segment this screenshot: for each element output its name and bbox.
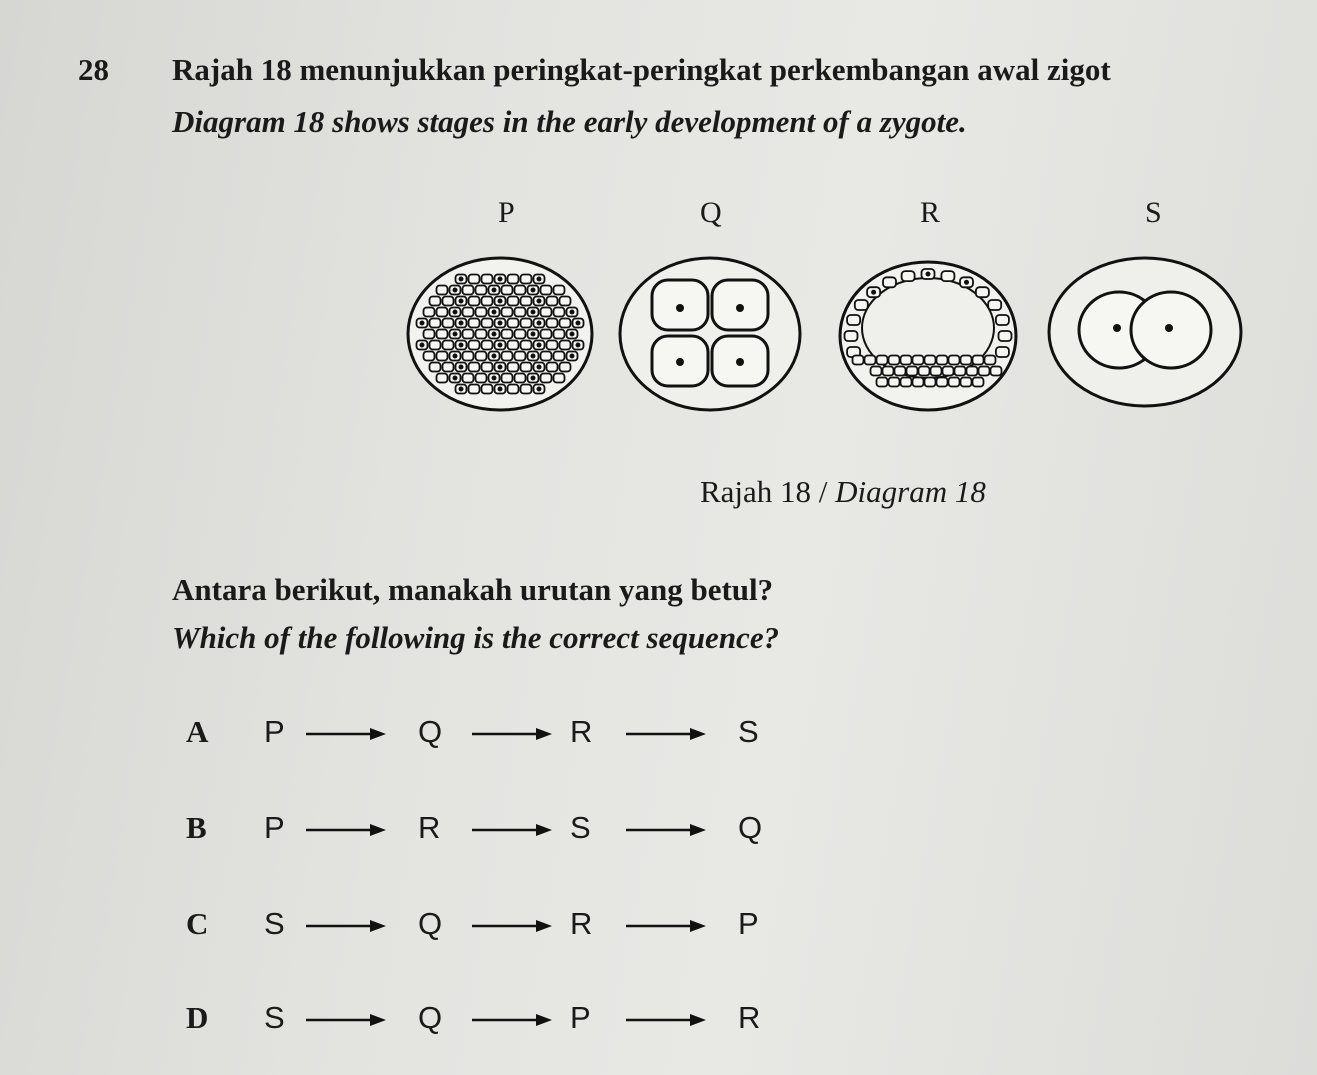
sequence-step: P [264, 714, 285, 749]
cell-shape [508, 275, 519, 284]
cell-shape [949, 356, 960, 365]
prompt-english: Which of the following is the correct sequence? [172, 620, 780, 655]
cell-nucleus [872, 291, 875, 294]
cell-shape [521, 275, 532, 284]
cell-nucleus [537, 343, 540, 346]
cell-shape [979, 367, 990, 376]
cell-nucleus [531, 310, 534, 313]
arrow-right-icon [306, 1014, 386, 1026]
cell-shape [901, 378, 912, 387]
cell-nucleus [537, 299, 540, 302]
cell-shape [931, 367, 942, 376]
cell-nucleus [459, 365, 462, 368]
cell-shape [469, 297, 480, 306]
cell-shape [955, 367, 966, 376]
cell-shape [865, 356, 876, 365]
cell-shape [443, 297, 454, 306]
cell-shape [560, 363, 571, 372]
cell-shape [973, 378, 984, 387]
cell-shape [502, 374, 513, 383]
cell-nucleus [498, 277, 501, 280]
cell-shape [855, 300, 868, 310]
cell-shape [996, 315, 1009, 325]
cell-shape [502, 352, 513, 361]
sequence-step: Q [418, 1000, 443, 1035]
arrow-right-icon [472, 920, 552, 932]
cell-shape [883, 277, 896, 287]
cell-shape [482, 385, 493, 394]
arrow-right-icon [472, 1014, 552, 1026]
cell-shape [547, 319, 558, 328]
cell-shape [521, 319, 532, 328]
cell-nucleus [576, 343, 579, 346]
stage-label-s: S [1145, 196, 1162, 229]
cell-shape [988, 300, 1001, 310]
cell-shape [502, 330, 513, 339]
cell-nucleus [531, 376, 534, 379]
cell-nucleus [492, 376, 495, 379]
cell-shape [508, 363, 519, 372]
option-key: B [186, 810, 207, 845]
cell-shape [482, 275, 493, 284]
sequence-step: P [570, 1000, 591, 1035]
cell-nucleus [498, 299, 501, 302]
cell-nucleus [498, 365, 501, 368]
question-number: 28 [78, 52, 109, 87]
cell-nucleus [453, 354, 456, 357]
cell-nucleus [576, 321, 579, 324]
cell-nucleus [570, 332, 573, 335]
sequence-step: Q [738, 810, 763, 845]
cell-shape [913, 356, 924, 365]
cell-nucleus [531, 354, 534, 357]
cell-nucleus [453, 376, 456, 379]
prompt-malay: Antara berikut, manakah urutan yang betul? [172, 572, 774, 607]
cell-shape [424, 330, 435, 339]
sequence-step: S [570, 810, 591, 845]
cell-shape [889, 378, 900, 387]
cell-shape [463, 330, 474, 339]
cell-nucleus [492, 354, 495, 357]
cell-shape [482, 363, 493, 372]
cell-shape [437, 374, 448, 383]
cell-nucleus [420, 343, 423, 346]
cell-shape [515, 330, 526, 339]
cell-shape [443, 341, 454, 350]
stage-s-two-cell-drawing [1049, 258, 1241, 406]
cell-shape [437, 330, 448, 339]
cell-shape [895, 367, 906, 376]
cell-nucleus [537, 365, 540, 368]
cell-shape [554, 308, 565, 317]
cell-shape [941, 271, 954, 281]
cell-shape [469, 341, 480, 350]
caption-malay: Rajah 18 / [700, 474, 836, 509]
cell-shape [508, 385, 519, 394]
stage-p-morula-drawing [408, 258, 592, 410]
cell-shape [508, 341, 519, 350]
cell-shape [547, 363, 558, 372]
cell-shape [871, 367, 882, 376]
cell-shape [476, 374, 487, 383]
arrow-right-icon [306, 920, 386, 932]
cell-shape [482, 341, 493, 350]
cell-shape [515, 286, 526, 295]
cell-shape [925, 356, 936, 365]
sequence-step: Q [418, 714, 443, 749]
cell-nucleus [965, 281, 968, 284]
zygote-development-diagram [400, 248, 1250, 418]
cell-shape [502, 308, 513, 317]
cell-shape [424, 308, 435, 317]
sequence-step: Q [418, 906, 443, 941]
cell-shape [845, 331, 858, 341]
cell-shape [967, 367, 978, 376]
cell-nucleus [459, 299, 462, 302]
cell-shape [443, 363, 454, 372]
cell-shape [502, 286, 513, 295]
cell-shape [482, 319, 493, 328]
option-c[interactable] [186, 906, 806, 946]
cell-shape [889, 356, 900, 365]
cell-shape [437, 308, 448, 317]
cell-shape [943, 367, 954, 376]
cell-shape [541, 308, 552, 317]
cell-shape [541, 330, 552, 339]
cell-shape [482, 297, 493, 306]
cell-shape [430, 319, 441, 328]
cell-nucleus [537, 277, 540, 280]
arrow-right-icon [472, 728, 552, 740]
cell-shape [877, 378, 888, 387]
caption-english: Diagram 18 [835, 474, 986, 509]
option-key: D [186, 1000, 209, 1035]
cell-nucleus [926, 272, 929, 275]
cell-shape [554, 352, 565, 361]
cell-shape [463, 374, 474, 383]
cell-shape [469, 319, 480, 328]
cell-nucleus [459, 343, 462, 346]
stage-r-blastocyst-drawing [840, 262, 1016, 410]
cell-nucleus [453, 310, 456, 313]
cell-shape [996, 347, 1009, 357]
stage-label-p: P [498, 196, 515, 229]
arrow-right-icon [626, 728, 706, 740]
cell-shape [476, 308, 487, 317]
cell-nucleus [537, 321, 540, 324]
cell-shape [515, 308, 526, 317]
cell-nucleus [459, 387, 462, 390]
cell-shape [554, 330, 565, 339]
option-a[interactable] [186, 714, 806, 754]
cell-shape [430, 341, 441, 350]
option-b[interactable] [186, 810, 806, 850]
cell-shape [469, 363, 480, 372]
option-key: C [186, 906, 209, 941]
cell-shape [973, 356, 984, 365]
sequence-step: S [738, 714, 759, 749]
cell-shape [521, 297, 532, 306]
cell-shape [937, 356, 948, 365]
cell-nucleus [492, 288, 495, 291]
stage-label-q: Q [700, 196, 722, 229]
sequence-step: R [570, 714, 593, 749]
cell-shape [508, 319, 519, 328]
cell-shape [476, 352, 487, 361]
cell-shape [541, 352, 552, 361]
cell-shape [463, 286, 474, 295]
cell-shape [469, 275, 480, 284]
stage-q-four-cell-drawing [620, 258, 800, 410]
cell-nucleus [570, 310, 573, 313]
cell-nucleus [453, 332, 456, 335]
cell-shape [883, 367, 894, 376]
arrow-right-icon [472, 824, 552, 836]
cell-nucleus [537, 387, 540, 390]
cell-nucleus [570, 354, 573, 357]
cell-shape [443, 319, 454, 328]
cell-shape [476, 286, 487, 295]
cell-nucleus [459, 277, 462, 280]
cell-shape [463, 308, 474, 317]
cell-shape [508, 297, 519, 306]
cell-shape [902, 271, 915, 281]
question-stem-malay: Rajah 18 menunjukkan peringkat-peringkat perkembangan awal zigot [172, 52, 1111, 87]
cell-shape [554, 286, 565, 295]
cell-shape [925, 378, 936, 387]
cell-shape [437, 352, 448, 361]
cell-shape [976, 287, 989, 297]
cell-shape [476, 330, 487, 339]
cell-shape [901, 356, 912, 365]
cell-nucleus [531, 332, 534, 335]
cell-shape [554, 374, 565, 383]
sequence-step: S [264, 1000, 285, 1035]
sequence-step: P [264, 810, 285, 845]
cell-shape [913, 378, 924, 387]
cell-nucleus [453, 288, 456, 291]
cell-nucleus [420, 321, 423, 324]
sequence-step: R [418, 810, 441, 845]
cell-nucleus [498, 321, 501, 324]
cell-shape [985, 356, 996, 365]
cell-shape [541, 286, 552, 295]
cell-shape [521, 385, 532, 394]
cell-shape [847, 315, 860, 325]
cell-shape [560, 297, 571, 306]
cell-shape [437, 286, 448, 295]
cell-nucleus [498, 343, 501, 346]
cell-shape [877, 356, 888, 365]
cell-shape [919, 367, 930, 376]
cell-shape [560, 341, 571, 350]
arrow-right-icon [626, 1014, 706, 1026]
cell-shape [999, 331, 1012, 341]
cell-shape [961, 356, 972, 365]
cell-shape [907, 367, 918, 376]
cell-shape [961, 378, 972, 387]
cell-shape [853, 356, 864, 365]
cell-shape [463, 352, 474, 361]
cell-shape [937, 378, 948, 387]
cell-shape [515, 352, 526, 361]
cell-nucleus [492, 332, 495, 335]
arrow-right-icon [306, 728, 386, 740]
cell-shape [469, 385, 480, 394]
stage-label-r: R [920, 196, 941, 229]
cell-shape [521, 363, 532, 372]
sequence-step: R [570, 906, 593, 941]
cell-nucleus [459, 321, 462, 324]
cell-shape [521, 341, 532, 350]
arrow-right-icon [626, 824, 706, 836]
cell-shape [991, 367, 1002, 376]
cell-shape [430, 363, 441, 372]
cell-shape [541, 374, 552, 383]
cell-nucleus [498, 387, 501, 390]
question-stem-english: Diagram 18 shows stages in the early development of a zygote. [172, 104, 967, 139]
cell-shape [424, 352, 435, 361]
sequence-step: R [738, 1000, 761, 1035]
cell-shape [515, 374, 526, 383]
cell-shape [949, 378, 960, 387]
diagram-caption [700, 474, 986, 510]
sequence-step: P [738, 906, 759, 941]
cell-nucleus [531, 288, 534, 291]
cell-shape [547, 297, 558, 306]
cell-nucleus [492, 310, 495, 313]
cell-shape [560, 319, 571, 328]
cell-shape [430, 297, 441, 306]
option-d[interactable] [186, 1000, 806, 1040]
arrow-right-icon [306, 824, 386, 836]
option-key: A [186, 714, 209, 749]
arrow-right-icon [626, 920, 706, 932]
sequence-step: S [264, 906, 285, 941]
cell-shape [547, 341, 558, 350]
